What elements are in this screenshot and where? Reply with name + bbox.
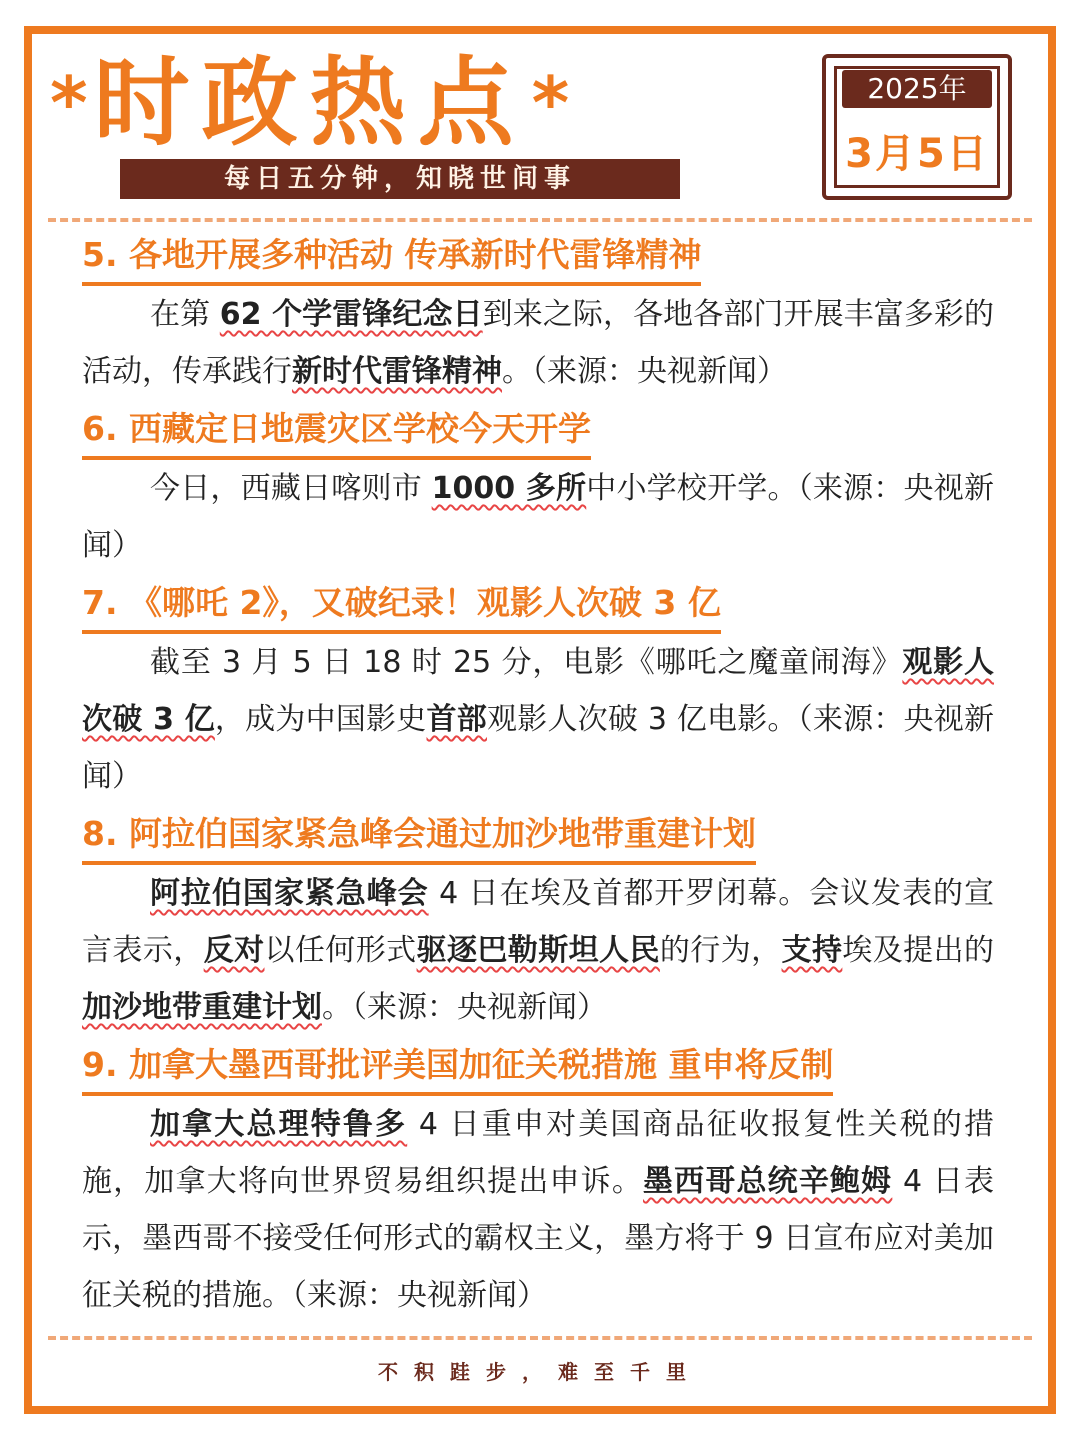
slogan-banner: 每日五分钟，知晓世间事: [120, 159, 680, 199]
body-text: 今日，西藏日喀则市: [150, 471, 432, 506]
news-heading: 8. 阿拉伯国家紧急峰会通过加沙地带重建计划: [82, 807, 756, 865]
body-text: ，成为中国影史: [214, 702, 427, 737]
highlight-text: 驱逐巴勒斯坦人民: [416, 933, 660, 968]
page-title: 时政热点: [93, 47, 526, 159]
news-body: [82, 865, 994, 1036]
highlight-text: 支持: [781, 933, 843, 968]
news-body: [82, 1096, 994, 1324]
date-box: [822, 54, 1012, 200]
news-heading: 5. 各地开展多种活动 传承新时代雷锋精神: [82, 228, 701, 286]
highlight-text: 墨西哥总统辛鲍姆: [643, 1164, 893, 1199]
news-list: [82, 226, 994, 1324]
highlight-text: 观影人次破 3 亿: [82, 645, 994, 737]
news-item: [82, 1036, 994, 1324]
body-text: 到来之际，各地各部门开展丰富多彩的活动，传承践行: [82, 297, 994, 389]
news-heading: 7. 《哪吒 2》，又破纪录！观影人次破 3 亿: [82, 576, 721, 634]
body-text: 4 日在埃及首都开罗闭幕。会议发表的宣言表示，: [82, 876, 994, 968]
divider-bottom: [48, 1336, 1032, 1340]
body-text: 中小学校开学。（来源：央视新闻）: [82, 471, 994, 563]
highlight-text: 加沙地带重建计划: [82, 990, 322, 1025]
news-item: [82, 574, 994, 805]
highlight-text: 62 个学雷锋纪念日: [219, 297, 483, 332]
body-text: 。（来源：央视新闻）: [322, 990, 607, 1025]
highlight-text: 首部: [426, 702, 487, 737]
highlight-text: 反对: [203, 933, 265, 968]
body-text: 截至 3 月 5 日 18 时 25 分，电影《哪吒之魔童闹海》: [150, 645, 903, 680]
body-text: 在第: [150, 297, 220, 332]
highlight-text: 1000 多所: [431, 471, 587, 506]
news-body: [82, 460, 994, 574]
highlight-text: 阿拉伯国家紧急峰会: [150, 876, 429, 911]
title-row: [50, 48, 569, 158]
highlight-text: 新时代雷锋精神: [292, 354, 502, 389]
body-text: 埃及提出的: [842, 933, 995, 968]
date-year: 2025年: [842, 70, 992, 108]
news-item: [82, 400, 994, 574]
date-day: 3月5日: [845, 131, 989, 177]
news-body: [82, 286, 994, 400]
star-right: *: [531, 61, 570, 145]
body-text: 。（来源：央视新闻）: [502, 354, 787, 389]
highlight-text: 加拿大总理特鲁多: [150, 1107, 408, 1142]
body-text: 4 日重申对美国商品征收报复性关税的措施，加拿大将向世界贸易组织提出申诉。: [82, 1107, 994, 1199]
divider-top: [48, 218, 1032, 222]
news-item: [82, 226, 994, 400]
footer-motto: 不积跬步，难至千里: [378, 1360, 702, 1384]
body-text: 以任何形式: [264, 933, 417, 968]
star-left: *: [50, 61, 88, 145]
news-heading: 6. 西藏定日地震灾区学校今天开学: [82, 402, 591, 460]
news-body: [82, 634, 994, 805]
body-text: 的行为，: [659, 933, 782, 968]
news-item: [82, 805, 994, 1036]
body-text: 观影人次破 3 亿电影。（来源：央视新闻）: [82, 702, 995, 794]
news-heading: 9. 加拿大墨西哥批评美国加征关税措施 重申将反制: [82, 1038, 833, 1096]
body-text: 4 日表示，墨西哥不接受任何形式的霸权主义，墨方将于 9 日宣布应对美加征关税的措施。（来源：央视新闻）: [82, 1164, 995, 1313]
